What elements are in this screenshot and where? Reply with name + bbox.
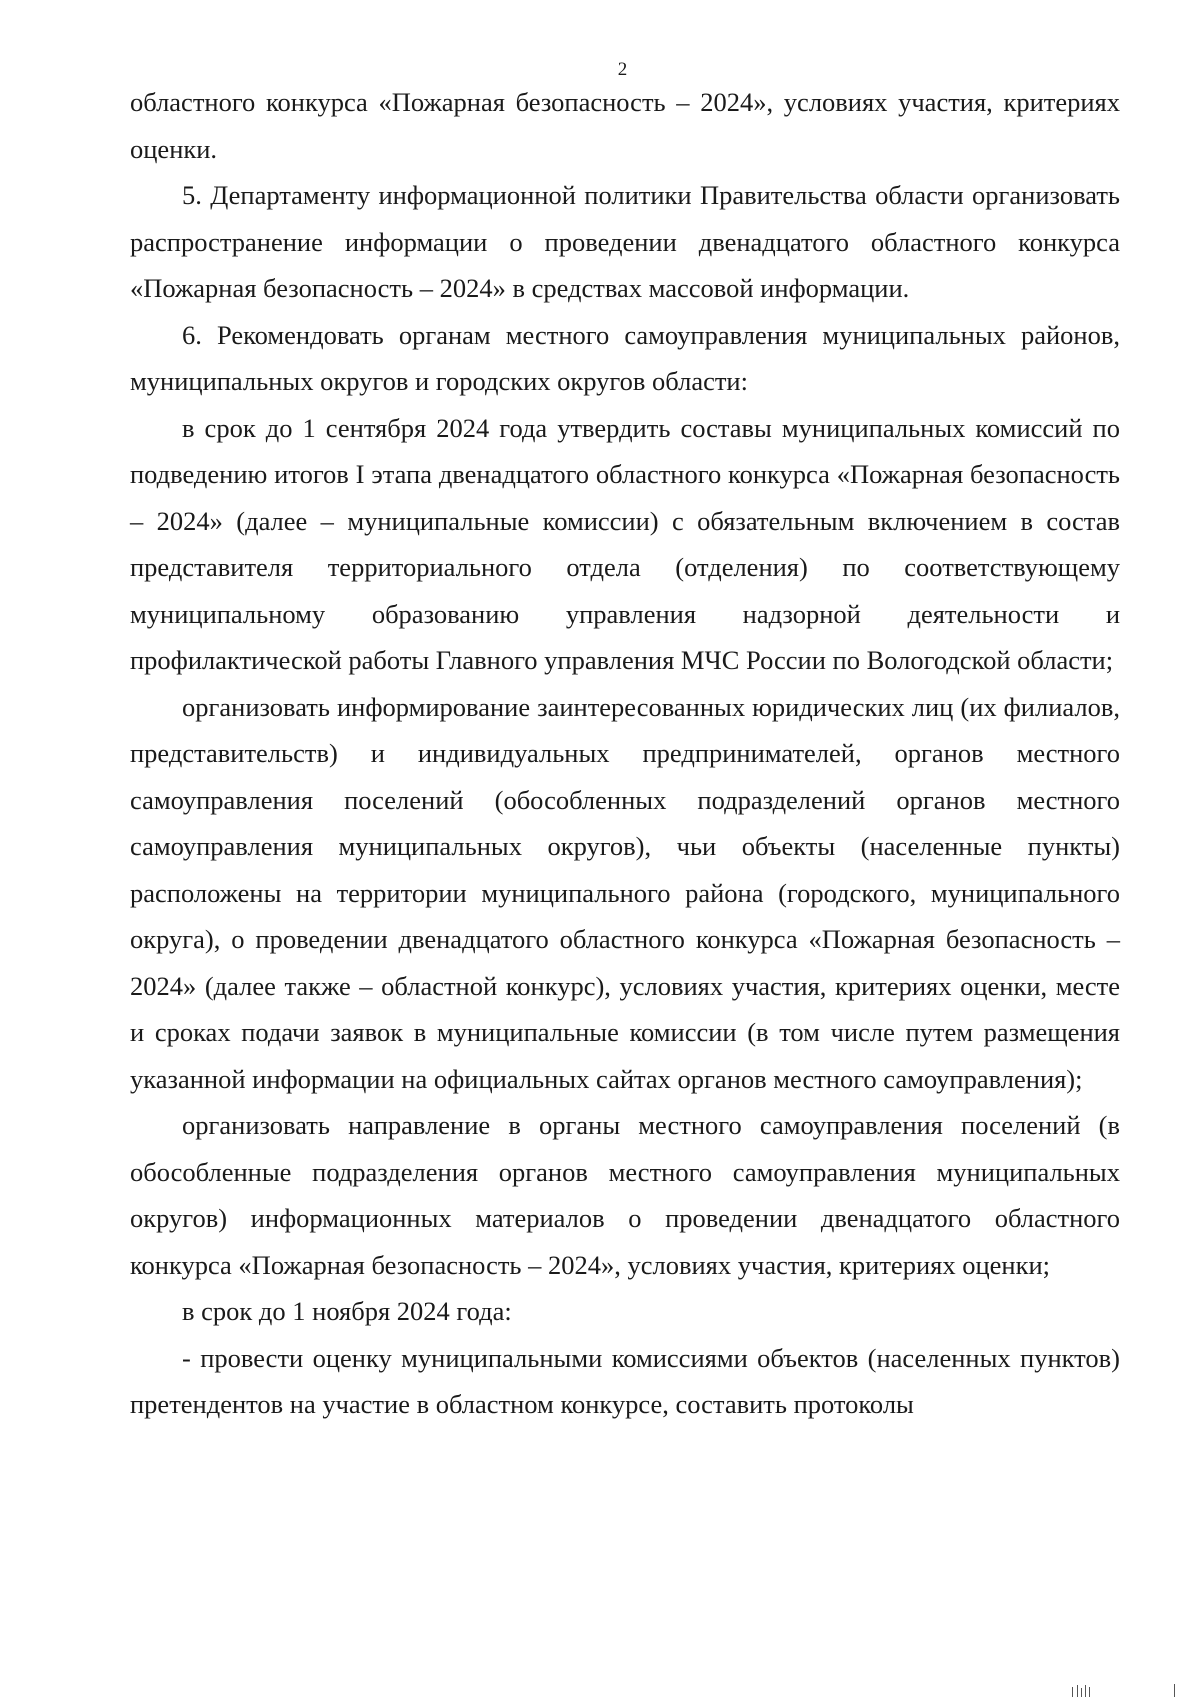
document-body [130,79,1120,1428]
scan-edge-marks [1070,1684,1190,1697]
paragraph-informing: организовать информирование заинтересованных юридических лиц (их филиалов, представительств) и индивидуальных предпринимателей, органов местного самоуправления поселений (обособленных подразделений органов местного самоуправления муниципальных округов), чьи объекты (населенные пункты) расположены на территории муниципального района (городского, муниципального округа), о проведении двенадцатого областного конкурса «Пожарная безопасность – 2024» (далее также – областной конкурс), условиях участия, критериях оценки, месте и сроках подачи заявок в муниципальные комиссии (в том числе путем размещения указанной информации на официальных сайтах органов местного самоуправления); [130,691,1120,1094]
paragraph-materials: организовать направление в органы местного самоуправления поселений (в обособленные подразделения органов местного самоуправления муниципальных округов) информационных материалов о проведении двенадцатого областного конкурса «Пожарная безопасность – 2024», условиях участия, критериях оценки; [130,1110,1120,1280]
paragraph-continuation: областного конкурса «Пожарная безопасность – 2024», условиях участия, критериях оценки. [130,87,1120,164]
paragraph-evaluation: - провести оценку муниципальными комиссиями объектов (населенных пунктов) претендентов на участие в областном конкурсе, составить протоколы [130,1342,1120,1419]
paragraph-item-6: 6. Рекомендовать органам местного самоуправления муниципальных районов, муниципальных округов и городских округов области: [130,319,1120,396]
paragraph-commission-deadline: в срок до 1 сентября 2024 года утвердить составы муниципальных комиссий по подведению итогов I этапа двенадцатого областного конкурса «Пожарная безопасность – 2024» (далее – муниципальные комиссии) с обязательным включением в состав представителя территориального отдела (отделения) по соответствующему муниципальному образованию управления надзорной деятельности и профилактической работы Главного управления МЧС России по Вологодской области; [130,412,1120,675]
page-number: 2 [617,59,628,80]
paragraph-item-5: 5. Департаменту информационной политики Правительства области организовать распространение информации о проведении двенадцатого областного конкурса «Пожарная безопасность – 2024» в средствах массовой информации. [130,180,1120,303]
paragraph-november-deadline: в срок до 1 ноября 2024 года: [182,1296,512,1326]
